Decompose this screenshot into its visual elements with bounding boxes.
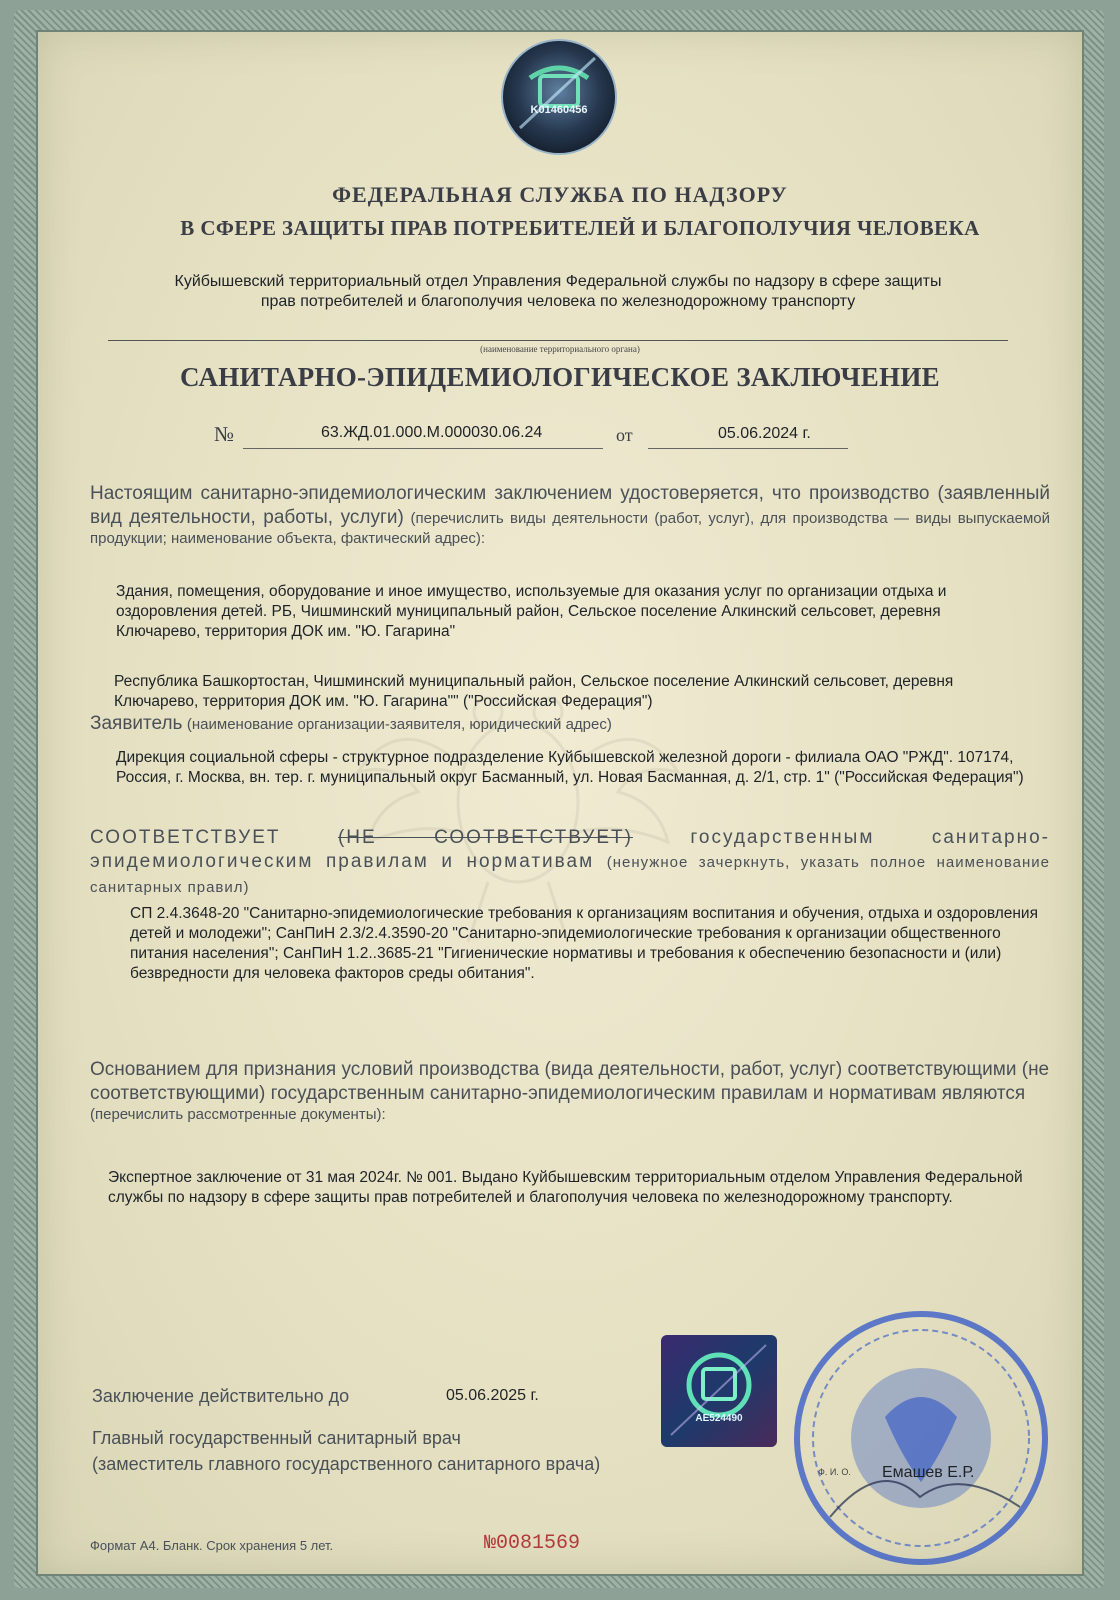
document-title: САНИТАРНО-ЭПИДЕМИОЛОГИЧЕСКОЕ ЗАКЛЮЧЕНИЕ: [180, 362, 940, 392]
date-underline: [648, 448, 848, 449]
conformity-hint: (ненужное зачеркнуть, указать полное наименование санитарных правил): [90, 854, 1051, 896]
applicant-heading: [90, 712, 990, 736]
territorial-organ-line1: Куйбышевский территориальный отдел Управления Федеральной службы по надзору в сфере защиты: [174, 273, 942, 290]
certifies-intro: Настоящим санитарно-эпидемиологическим заключением удостоверяется, что производство (заявленный вид деятельности, работы, услуги): [90, 483, 1050, 528]
conforms-word: СООТВЕТСТВУЕТ: [90, 827, 281, 848]
number-label: №: [214, 422, 235, 446]
basis-value: Экспертное заключение от 31 мая 2024г. № 001. Выдано Куйбышевским территориальным отделом Управления Федеральной службы по надзору в сфере защиты прав потребителей и благополучия человека по железнодорожному транспорту.: [108, 1169, 1023, 1206]
signatory-name: Емашев Е.Р.: [882, 1464, 975, 1481]
official-round-stamp: [790, 1307, 1052, 1569]
applicant-label: Заявитель: [90, 713, 183, 734]
hologram-sticker-top: [500, 38, 618, 156]
territorial-organ: [78, 272, 1038, 312]
certificate-sheet: [36, 30, 1084, 1576]
sanitary-rules-list: СП 2.4.3648-20 "Санитарно-эпидемиологические требования к организациям воспитания и обучения, отдыха и оздоровления детей и молодежи"; СанПиН 2.3/2.4.3590-20 "Санитарно-эпидемиологические требования к организации общественного питания населения"; СанПиН 1.2..3685-21 "Гигиенические нормативы и требования к обеспечению безопасности и (или) безвредности для человека факторов среды обитания".: [130, 905, 1038, 982]
hologram-code: K01460456: [530, 104, 588, 116]
conformity-text: государственным санитарно-эпидемиологическим правилам и нормативам: [90, 827, 1051, 872]
number-underline: [243, 448, 603, 449]
basis-hint: (перечислить рассмотренные документы):: [90, 1106, 386, 1123]
signatory-title-deputy: (заместитель главного государственного санитарного врача): [92, 1454, 601, 1474]
hologram-sticker-bottom: [661, 1335, 777, 1447]
applicant-value: Дирекция социальной сферы - структурное подразделение Куйбышевской железной дороги - филиала ОАО "РЖД". 107174, Россия, г. Москва, вн. тер. г. муниципальный округ Басманный, ул. Новая Басманная, д. 2/1, стр. 1" ("Российская Федерация"): [116, 749, 1024, 786]
issue-date: 05.06.2024 г.: [718, 425, 811, 442]
conformity-statement: [90, 826, 1050, 900]
form-serial-number: №0081569: [484, 1532, 581, 1555]
certifies-paragraph: [90, 482, 1050, 548]
hologram-code: AE524490: [695, 1413, 743, 1424]
object-address: Республика Башкортостан, Чишминский муниципальный район, Сельское поселение Алкинский сельсовет, деревня Ключарево, территория ДОК им. "Ю. Гагарина"" ("Российская Федерация"): [114, 673, 954, 710]
validity-label: Заключение действительно до: [92, 1386, 350, 1406]
validity-date: 05.06.2025 г.: [446, 1387, 539, 1404]
basis-paragraph: [90, 1058, 1050, 1124]
agency-name-line1: ФЕДЕРАЛЬНАЯ СЛУЖБА ПО НАДЗОРУ: [332, 182, 788, 207]
applicant-hint: (наименование организации-заявителя, юридический адрес): [186, 716, 612, 733]
number-value: 63.ЖД.01.000.М.000030.06.24: [321, 424, 543, 441]
basis-text: Основанием для признания условий производства (вида деятельности, работ, услуг) соответствующими (не соответствующими) государственным санитарно-эпидемиологическим правилам и нормативам являются: [90, 1059, 1050, 1104]
form-format-note: Формат А4. Бланк. Срок хранения 5 лет.: [90, 1538, 334, 1553]
date-from-label: от: [616, 425, 633, 445]
certifies-hint: (перечислить виды деятельности (работ, услуг), для производства — виды выпускаемой продукции; наименование объекта, фактический адрес):: [90, 510, 1051, 547]
fio-caption: Ф. И. О.: [818, 1467, 851, 1477]
territorial-organ-caption: (наименование территориального органа): [480, 344, 640, 354]
agency-name-line2: В СФЕРЕ ЗАЩИТЫ ПРАВ ПОТРЕБИТЕЛЕЙ И БЛАГОПОЛУЧИЯ ЧЕЛОВЕКА: [180, 216, 980, 240]
signatory-title: Главный государственный санитарный врач: [92, 1428, 461, 1448]
object-description: Здания, помещения, оборудование и иное имущество, используемые для оказания услуг по организации отдыха и оздоровления детей. РБ, Чишминский муниципальный район, Сельское поселение Алкинский сельсовет, деревня Ключарево, территория ДОК им. "Ю. Гагарина": [116, 583, 947, 640]
divider: [108, 340, 1008, 341]
territorial-organ-line2: прав потребителей и благополучия человека по железнодорожному транспорту: [260, 293, 856, 310]
not-conforms-struck: (НЕ СООТВЕТСТВУЕТ): [337, 827, 633, 848]
